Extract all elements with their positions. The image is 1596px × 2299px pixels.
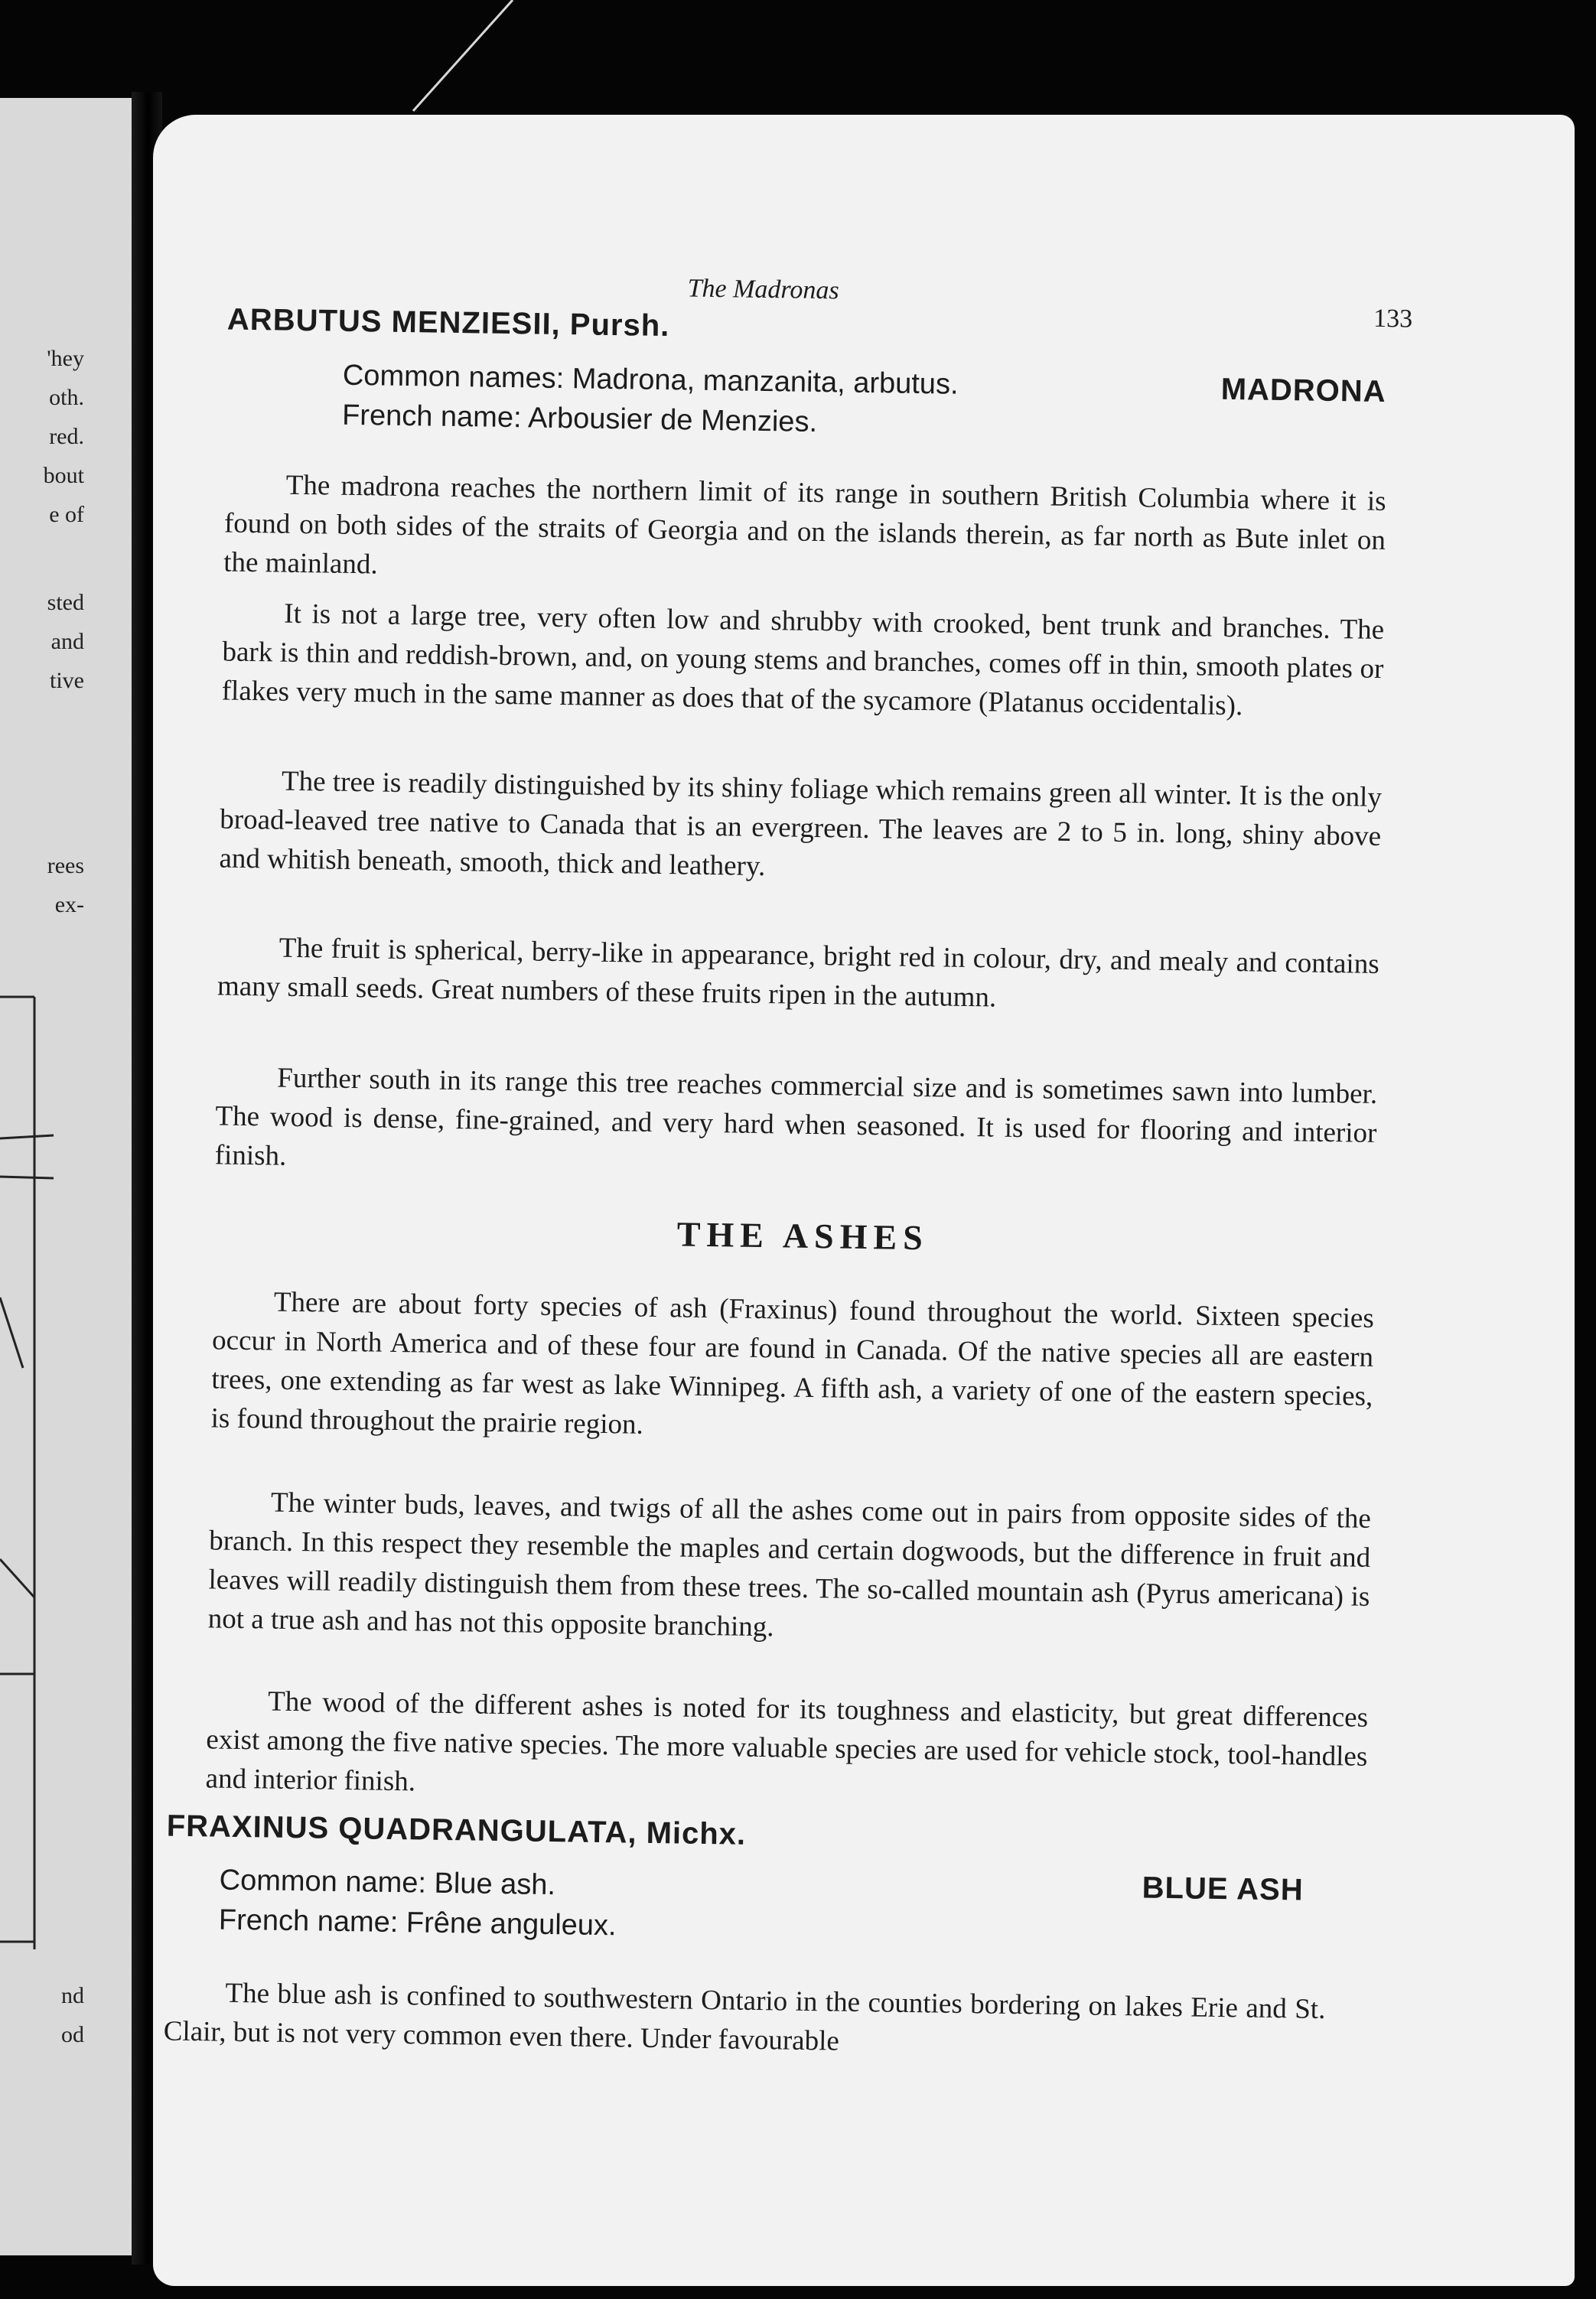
species-latin-name: ARBUTUS MENZIESII, Pursh.: [226, 302, 670, 344]
bookmark-thread: [398, 0, 597, 122]
page-content: [153, 115, 1575, 2286]
section-title: THE ASHES: [676, 1214, 930, 1258]
body-paragraph: The madrona reaches the northern limit of its range in southern British Columbia where it is found on both sides of the straits of Georgia and on the islands therein, as far north as Bute inlet on the mainland.: [223, 469, 1386, 581]
book-page: [153, 115, 1575, 2286]
common-names: Common names: Madrona, manzanita, arbutus.: [342, 359, 959, 401]
facing-page: [0, 98, 132, 2255]
body-paragraph: The winter buds, leaves, and twigs of all the ashes come out in pairs from opposite sides of the branch. In this respect they resemble the maples and certain dogwoods, but the difference in fruit and leaves will readily distinguish them from these trees. The so-called mountain ash (Pyrus americana) is not a true ash and has not this opposite branching.: [207, 1487, 1372, 1643]
facing-text-fragment: ex-: [54, 892, 84, 917]
species-latin-name: FRAXINUS QUADRANGULATA, Michx.: [166, 1809, 747, 1851]
body-paragraph: The blue ash is confined to southwestern Ontario in the counties bordering on lakes Erie and St. Clair, but is not very common even there. Under favourable: [163, 1977, 1326, 2057]
facing-text-fragment: oth.: [49, 385, 84, 410]
body-paragraph: It is not a large tree, very often low and shrubby with crooked, bent trunk and branches. The bark is thin and reddish-brown, and, on young stems and branches, comes off in thin, smooth plates or flakes very much in the same manner as does that of the sycamore (Platanus occidentalis).: [221, 598, 1385, 722]
facing-text-fragment: bout: [43, 463, 84, 488]
body-paragraph: There are about forty species of ash (Fraxinus) found throughout the world. Sixteen species occur in North America and of these four are found in Canada. Of the native species all are eastern trees, one extending as far west as lake Winnipeg. A fifth ash, a variety of one of the eastern species, is found throughout the prairie region.: [210, 1286, 1375, 1441]
running-head: The Madronas: [687, 274, 839, 305]
body-paragraph: Further south in its range this tree reaches commercial size and is sometimes sawn into lumber. The wood is dense, fine-grained, and very hard when seasoned. It is used for flooring and interior finish.: [214, 1062, 1378, 1172]
facing-text-fragment: sted: [47, 590, 84, 615]
facing-text-fragment: tive: [50, 668, 84, 693]
species-common-label: BLUE ASH: [1142, 1871, 1304, 1907]
facing-page-diagram-lines: [0, 98, 132, 2255]
facing-text-fragment: and: [50, 629, 84, 654]
french-name: French name: Arbousier de Menzies.: [341, 399, 818, 438]
body-paragraph: The wood of the different ashes is noted for its toughness and elasticity, but great differences exist among the five native species. The more valuable species are used for vehicle stock, tool-handles and interior finish.: [205, 1685, 1369, 1798]
facing-text-fragment: 'hey: [47, 346, 84, 371]
facing-text-fragment: red.: [49, 424, 84, 449]
facing-text-fragment: e of: [49, 502, 84, 527]
facing-text-fragment: nd: [61, 1983, 84, 2008]
page-number: 133: [1373, 304, 1413, 334]
facing-text-fragment: rees: [47, 853, 84, 878]
species-common-label: MADRONA: [1220, 372, 1386, 409]
body-paragraph: The fruit is spherical, berry-like in appearance, bright red in colour, dry, and mealy and contains many small seeds. Great numbers of these fruits ripen in the autumn.: [217, 932, 1379, 1014]
facing-text-fragment: od: [61, 2022, 84, 2047]
common-names: Common name: Blue ash.: [219, 1864, 556, 1902]
body-paragraph: The tree is readily distinguished by its shiny foliage which remains green all winter. It is the only broad-leaved tree native to Canada that is an evergreen. The leaves are 2 to 5 in. long, shiny above and whitish beneath, smooth, thick and leathery.: [219, 765, 1383, 883]
french-name: French name: Frêne anguleux.: [218, 1903, 617, 1942]
